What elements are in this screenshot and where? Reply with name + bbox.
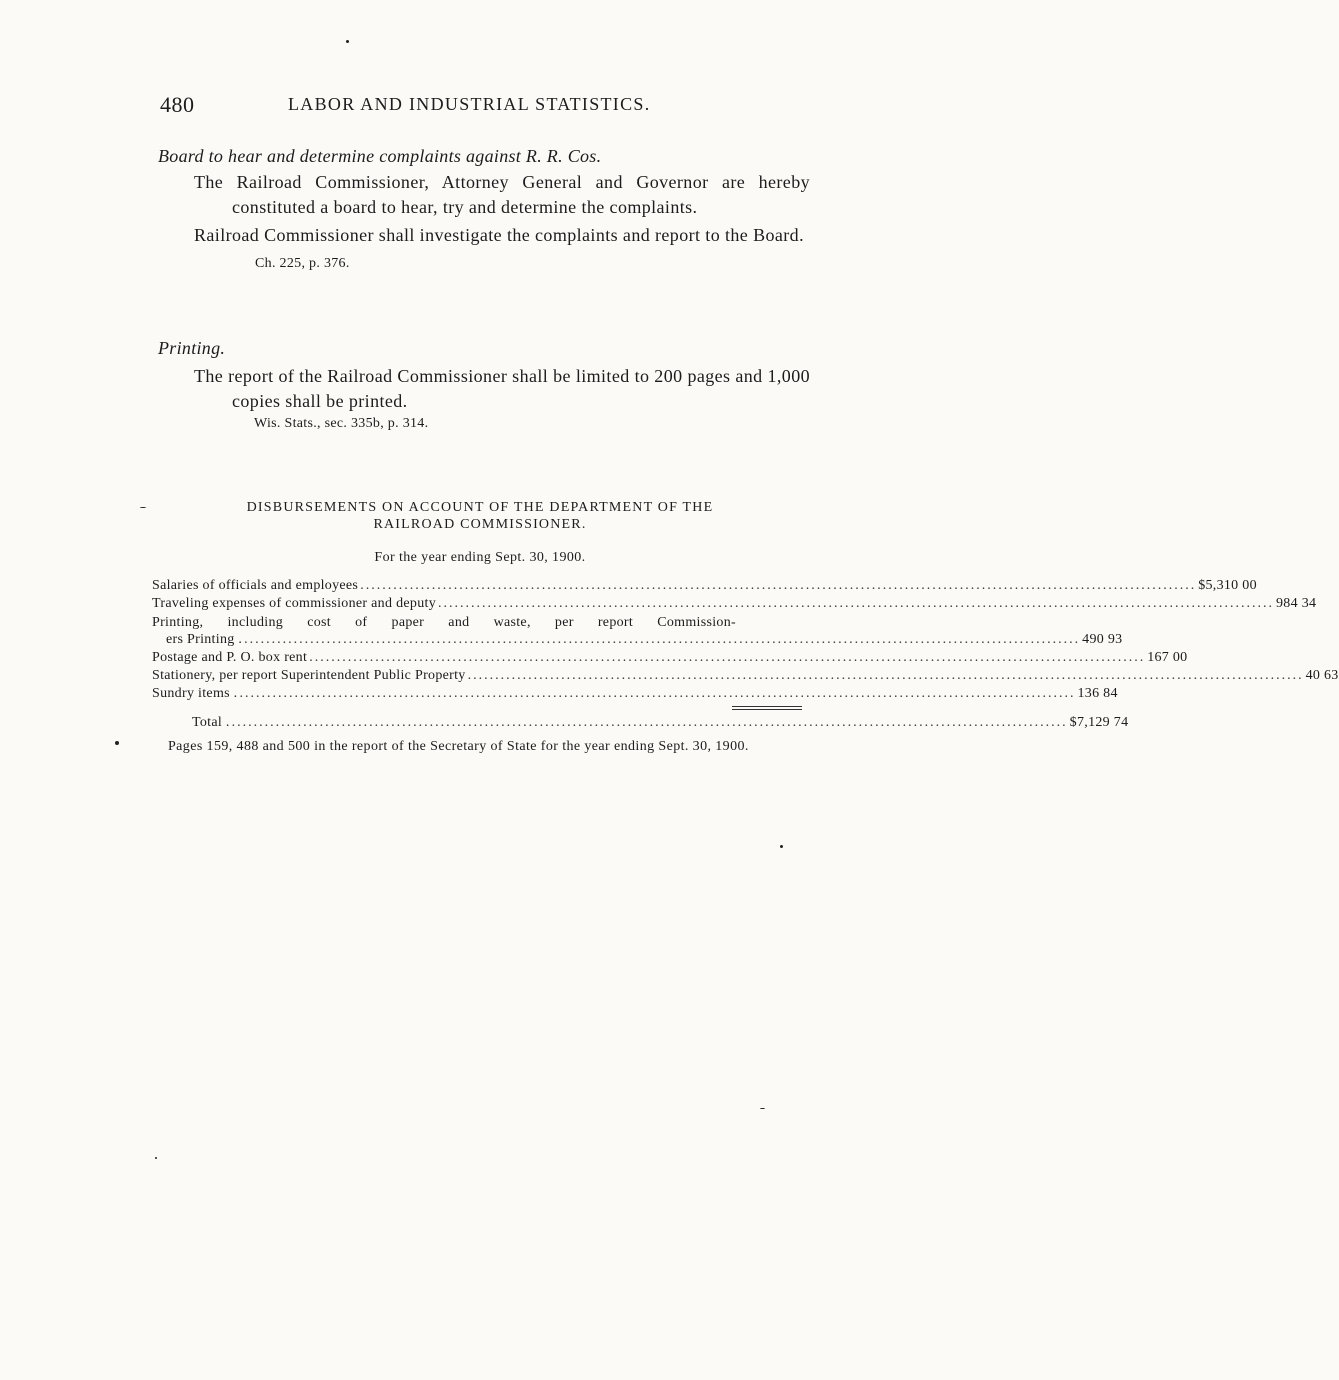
leader-dots <box>239 685 1075 702</box>
scan-speck <box>760 1108 765 1109</box>
leader-dots <box>244 631 1080 648</box>
ledger-label: Salaries of officials and employees <box>152 578 359 593</box>
disbursements-title-line: RAILROAD COMMISSIONER. <box>373 517 587 532</box>
page-number: 480 <box>160 92 195 117</box>
scan-speck <box>346 40 349 43</box>
section-title: Printing. <box>158 338 226 358</box>
ledger-amount: 40 63 <box>1305 668 1339 683</box>
footnote: Pages 159, 488 and 500 in the report of the Secretary of State for the year ending Sept. 30, 1900. <box>168 739 749 754</box>
disbursements-title <box>150 499 810 533</box>
section-printing <box>158 338 810 432</box>
ledger-label-continuation <box>152 631 1082 648</box>
leader-dots <box>232 714 1068 731</box>
ledger-row <box>152 576 1257 594</box>
total-amount: $7,129 74 <box>1069 715 1129 730</box>
ledger-row <box>152 684 1118 702</box>
ledger-amount: $5,310 00 <box>1198 578 1257 593</box>
running-head: LABOR AND INDUSTRIAL STATISTICS. <box>288 94 651 114</box>
ledger-label-wrap <box>152 614 1082 648</box>
ledger-row <box>152 666 1339 684</box>
page-header <box>160 92 800 122</box>
citation: Ch. 225, p. 376. <box>255 256 350 271</box>
ledger-amount: 984 34 <box>1276 596 1317 611</box>
scan-speck <box>140 507 146 508</box>
scan-speck <box>155 1157 157 1159</box>
leader-dots <box>360 577 1196 594</box>
ledger-label: Stationery, per report Superintendent Public Property <box>152 668 466 683</box>
paragraph: The Railroad Commissioner, Attorney General and Governor are hereby constituted a board to hear, try and determine the complaints. <box>194 172 810 217</box>
ledger-label: Sundry items . <box>152 686 238 701</box>
ledger-label: ers Printing . <box>166 632 243 647</box>
citation: Wis. Stats., sec. 335b, p. 314. <box>254 416 429 431</box>
paragraph: The report of the Railroad Commissioner shall be limited to 200 pages and 1,000 copies shall be printed. <box>194 366 810 411</box>
ledger-amount: 167 00 <box>1147 650 1188 665</box>
ledger-total-row <box>152 713 1129 731</box>
leader-dots <box>309 649 1145 666</box>
ledger-row <box>152 648 1188 666</box>
section-board-complaints <box>158 146 810 272</box>
ledger-amount: 490 93 <box>1082 632 1123 647</box>
disbursements-title-line: DISBURSEMENTS ON ACCOUNT OF THE DEPARTMENT OF THE <box>246 500 714 515</box>
ledger-label: Postage and P. O. box rent <box>152 650 308 665</box>
total-label: Total . <box>192 715 230 730</box>
ledger-label: Traveling expenses of commissioner and deputy <box>152 596 436 611</box>
ledger-row <box>152 594 1317 612</box>
disbursements-ledger <box>152 576 1339 731</box>
ledger-amount: 136 84 <box>1077 686 1118 701</box>
scan-speck <box>115 741 119 745</box>
disbursements-subtitle: For the year ending Sept. 30, 1900. <box>374 550 586 565</box>
ledger-row <box>152 612 1123 648</box>
paragraph: Railroad Commissioner shall investigate the complaints and report to the Board. <box>194 225 804 245</box>
total-rule <box>732 706 802 710</box>
leader-dots <box>438 595 1274 612</box>
leader-dots <box>468 667 1304 684</box>
scan-speck <box>780 845 783 848</box>
ledger-label: Printing, including cost of paper and waste, per report Commission- <box>152 615 736 630</box>
section-title: Board to hear and determine complaints against R. R. Cos. <box>158 146 602 166</box>
